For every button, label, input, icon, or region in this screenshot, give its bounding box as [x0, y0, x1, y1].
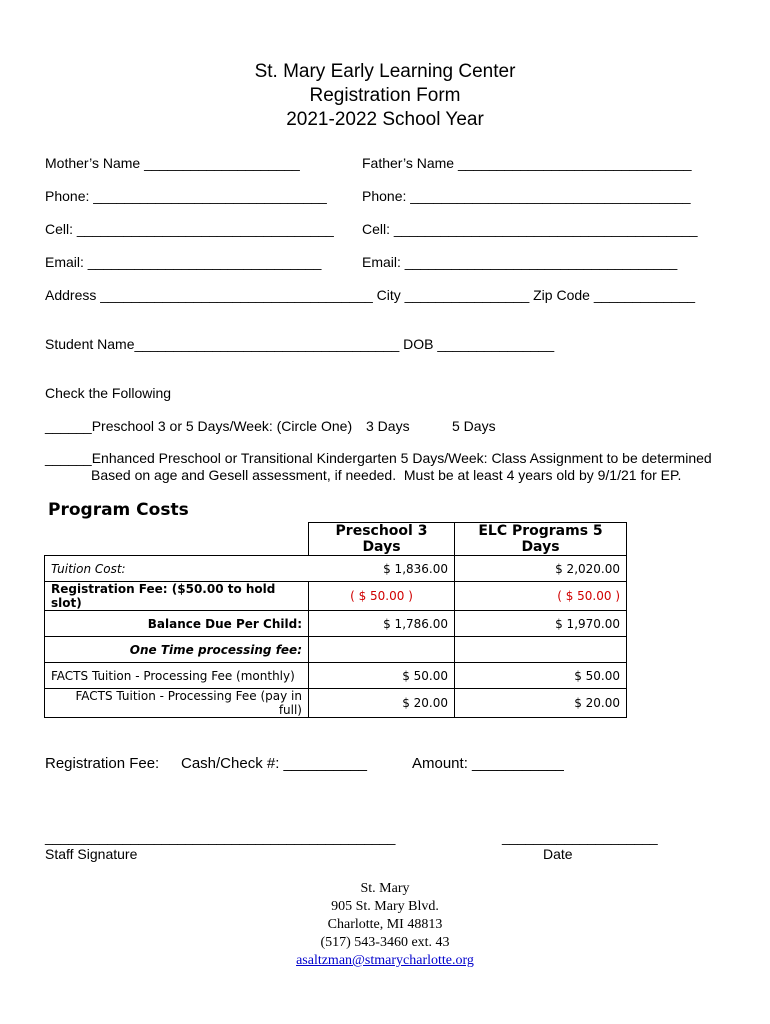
- cell-value: $ 50.00: [455, 663, 627, 689]
- table-row: [45, 663, 627, 689]
- table-row: [45, 637, 627, 663]
- table-row: [45, 611, 627, 637]
- footer-name: St. Mary: [360, 881, 410, 896]
- father-cell-field[interactable]: Cell: _______________________________________: [362, 221, 698, 237]
- enhanced-preschool-note: Based on age and Gesell assessment, if needed. Must be at least 4 years old by 9/1/21 for EP.: [91, 467, 682, 483]
- mother-cell-field[interactable]: Cell: _________________________________: [45, 221, 334, 237]
- option-3-days[interactable]: 3 Days: [366, 418, 410, 434]
- enhanced-preschool-option[interactable]: ______Enhanced Preschool or Transitional Kindergarten 5 Days/Week: Class Assignment to be determined: [45, 450, 712, 466]
- row-label: Registration Fee: ($50.00 to hold slot): [45, 582, 309, 611]
- father-phone-field[interactable]: Phone: ____________________________________: [362, 188, 691, 204]
- cell-value: ( $ 50.00 ): [455, 582, 627, 611]
- col-header-preschool: Preschool 3 Days: [309, 523, 455, 556]
- date-label: Date: [543, 846, 573, 862]
- footer-city: Charlotte, MI 48813: [327, 917, 443, 932]
- cell-value: $ 1,786.00: [309, 611, 455, 637]
- footer-phone: (517) 543-3460 ext. 43: [320, 935, 450, 950]
- preschool-option[interactable]: ______Preschool 3 or 5 Days/Week: (Circle One): [45, 418, 353, 434]
- table-row: [45, 689, 627, 718]
- father-name-field[interactable]: Father’s Name ______________________________: [362, 155, 692, 171]
- cash-check-field[interactable]: Cash/Check #: __________: [181, 755, 367, 772]
- staff-signature-line[interactable]: _____________________________________________: [45, 829, 396, 845]
- registration-fee-label: Registration Fee:: [45, 755, 160, 772]
- cell-value: $ 2,020.00: [455, 556, 627, 582]
- row-label: Balance Due Per Child:: [45, 611, 309, 637]
- mother-name-field[interactable]: Mother’s Name ____________________: [45, 155, 300, 171]
- row-label: FACTS Tuition - Processing Fee (monthly): [45, 663, 309, 689]
- staff-signature-label: Staff Signature: [45, 846, 138, 862]
- cell-value: $ 1,970.00: [455, 611, 627, 637]
- program-costs-heading: Program Costs: [48, 500, 189, 520]
- cell-value: $ 20.00: [309, 689, 455, 718]
- cell-value: $ 20.00: [455, 689, 627, 718]
- mother-phone-field[interactable]: Phone: ______________________________: [45, 188, 327, 204]
- student-line[interactable]: Student Name__________________________________ DOB _______________: [45, 336, 555, 352]
- date-line[interactable]: ____________________: [502, 829, 658, 845]
- footer-email-link[interactable]: asaltzman@stmarycharlotte.org: [296, 953, 474, 968]
- row-label: FACTS Tuition - Processing Fee (pay in full): [45, 689, 309, 718]
- program-costs-table: [44, 522, 627, 718]
- option-5-days[interactable]: 5 Days: [452, 418, 496, 434]
- cell-value: [455, 637, 627, 663]
- row-label: One Time processing fee:: [45, 637, 309, 663]
- table-row: [45, 556, 627, 582]
- check-heading: Check the Following: [45, 385, 172, 401]
- footer-street: 905 St. Mary Blvd.: [331, 899, 439, 914]
- table-row: [45, 582, 627, 611]
- father-email-field[interactable]: Email: ___________________________________: [362, 254, 678, 270]
- form-org-title: St. Mary Early Learning Center: [254, 61, 516, 82]
- cell-value: $ 50.00: [309, 663, 455, 689]
- address-line[interactable]: Address ___________________________________ City ________________ Zip Code _____________: [45, 287, 696, 303]
- empty-header-cell: [45, 523, 309, 556]
- form-title: Registration Form: [309, 85, 461, 106]
- cell-value: [309, 637, 455, 663]
- row-label: Tuition Cost:: [45, 556, 309, 582]
- table-header-row: [45, 523, 627, 556]
- footer-email-wrap: [0, 952, 770, 970]
- col-header-elc: ELC Programs 5 Days: [455, 523, 627, 556]
- school-year: 2021-2022 School Year: [286, 109, 484, 130]
- cell-value: ( $ 50.00 ): [309, 582, 455, 611]
- amount-field[interactable]: Amount: ___________: [412, 755, 564, 772]
- mother-email-field[interactable]: Email: ______________________________: [45, 254, 322, 270]
- cell-value: $ 1,836.00: [309, 556, 455, 582]
